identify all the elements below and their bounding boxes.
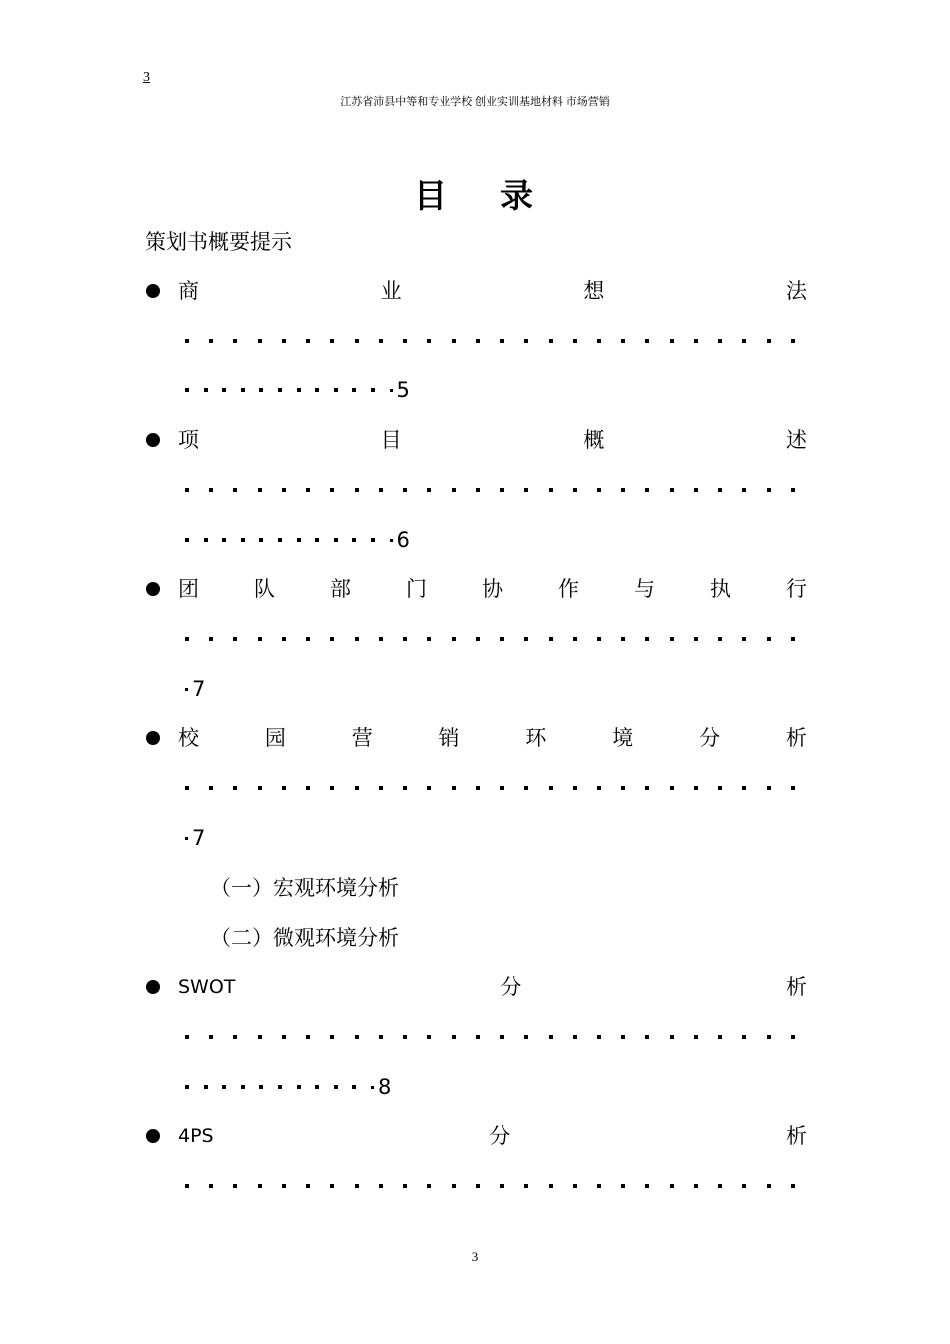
toc-entry-project-overview[interactable]: [178, 425, 807, 455]
page-number: 8: [377, 1075, 392, 1099]
toc-char: 析: [785, 726, 807, 750]
dot-leader-page: [185, 525, 410, 555]
title-char-2: 录: [500, 176, 533, 215]
toc-char: 境: [612, 726, 634, 750]
toc-entry-campus-marketing-env[interactable]: [178, 723, 807, 753]
toc-char: 想: [583, 279, 605, 303]
running-header: [0, 93, 950, 109]
toc-subitem-micro-env[interactable]: （二）微观环境分析: [210, 926, 399, 950]
title-char-1: 目: [414, 176, 447, 215]
dot-leader: [185, 339, 795, 343]
bullet-icon: [146, 582, 160, 596]
toc-char: 门: [406, 577, 427, 601]
toc-char: 分: [699, 726, 721, 750]
toc-entry-4ps[interactable]: [178, 1121, 807, 1151]
dot-leader-page: [185, 674, 205, 704]
toc-char: 商: [178, 279, 199, 303]
toc-char: 作: [558, 577, 579, 601]
dot-leader: [185, 488, 795, 492]
toc-char: 4PS: [178, 1125, 214, 1147]
toc-char: 与: [634, 577, 655, 601]
dot-leader-page: [185, 1072, 391, 1102]
dot-leader-page: [185, 375, 410, 405]
bullet-icon: [146, 1129, 160, 1143]
bullet-icon: [146, 433, 160, 447]
running-header-text: 江苏省沛县中等和专业学校 创业实训基地材料 市场营销: [340, 96, 610, 108]
dot-leader-page: [185, 823, 205, 853]
toc-char: 部: [330, 577, 351, 601]
toc-char: 校: [178, 726, 199, 750]
dot-leader: [185, 1184, 795, 1188]
toc-char: 析: [785, 975, 807, 999]
toc-char: 项: [178, 428, 199, 452]
dot-leader: [185, 786, 795, 790]
toc-char: 述: [785, 428, 807, 452]
toc-char: 概: [583, 428, 605, 452]
bullet-icon: [146, 980, 160, 994]
toc-char: 队: [254, 577, 275, 601]
toc-char: 团: [178, 577, 199, 601]
toc-entry-team-collaboration[interactable]: [178, 574, 807, 604]
dot-leader: [185, 1035, 795, 1039]
toc-char: 协: [482, 577, 503, 601]
toc-char: 分: [489, 1124, 511, 1148]
toc-char: 行: [786, 577, 807, 601]
toc-entry-business-idea[interactable]: [178, 276, 807, 306]
toc-char: 分: [500, 975, 522, 999]
toc-entry-swot[interactable]: [178, 972, 807, 1002]
page-number: 5: [396, 378, 410, 402]
page-number: 6: [396, 528, 410, 552]
page-number: 7: [192, 826, 206, 850]
footer-page-number: 3: [471, 1249, 479, 1264]
toc-char: 执: [710, 577, 731, 601]
toc-char: 营: [351, 726, 373, 750]
toc-char: 销: [438, 726, 460, 750]
toc-char: 法: [785, 279, 807, 303]
bullet-icon: [146, 731, 160, 745]
header-page-marker: 3: [143, 70, 150, 85]
toc-char: 环: [525, 726, 547, 750]
bullet-icon: [146, 284, 160, 298]
page-number: 7: [192, 677, 206, 701]
toc-char: SWOT: [178, 976, 236, 998]
dot-leader: [185, 637, 795, 641]
toc-subitem-macro-env[interactable]: （一）宏观环境分析: [210, 876, 399, 900]
toc-char: 业: [380, 279, 402, 303]
toc-char: 析: [785, 1124, 807, 1148]
toc-char: 目: [380, 428, 402, 452]
toc-char: 园: [264, 726, 286, 750]
intro-heading: 策划书概要提示: [145, 230, 292, 254]
